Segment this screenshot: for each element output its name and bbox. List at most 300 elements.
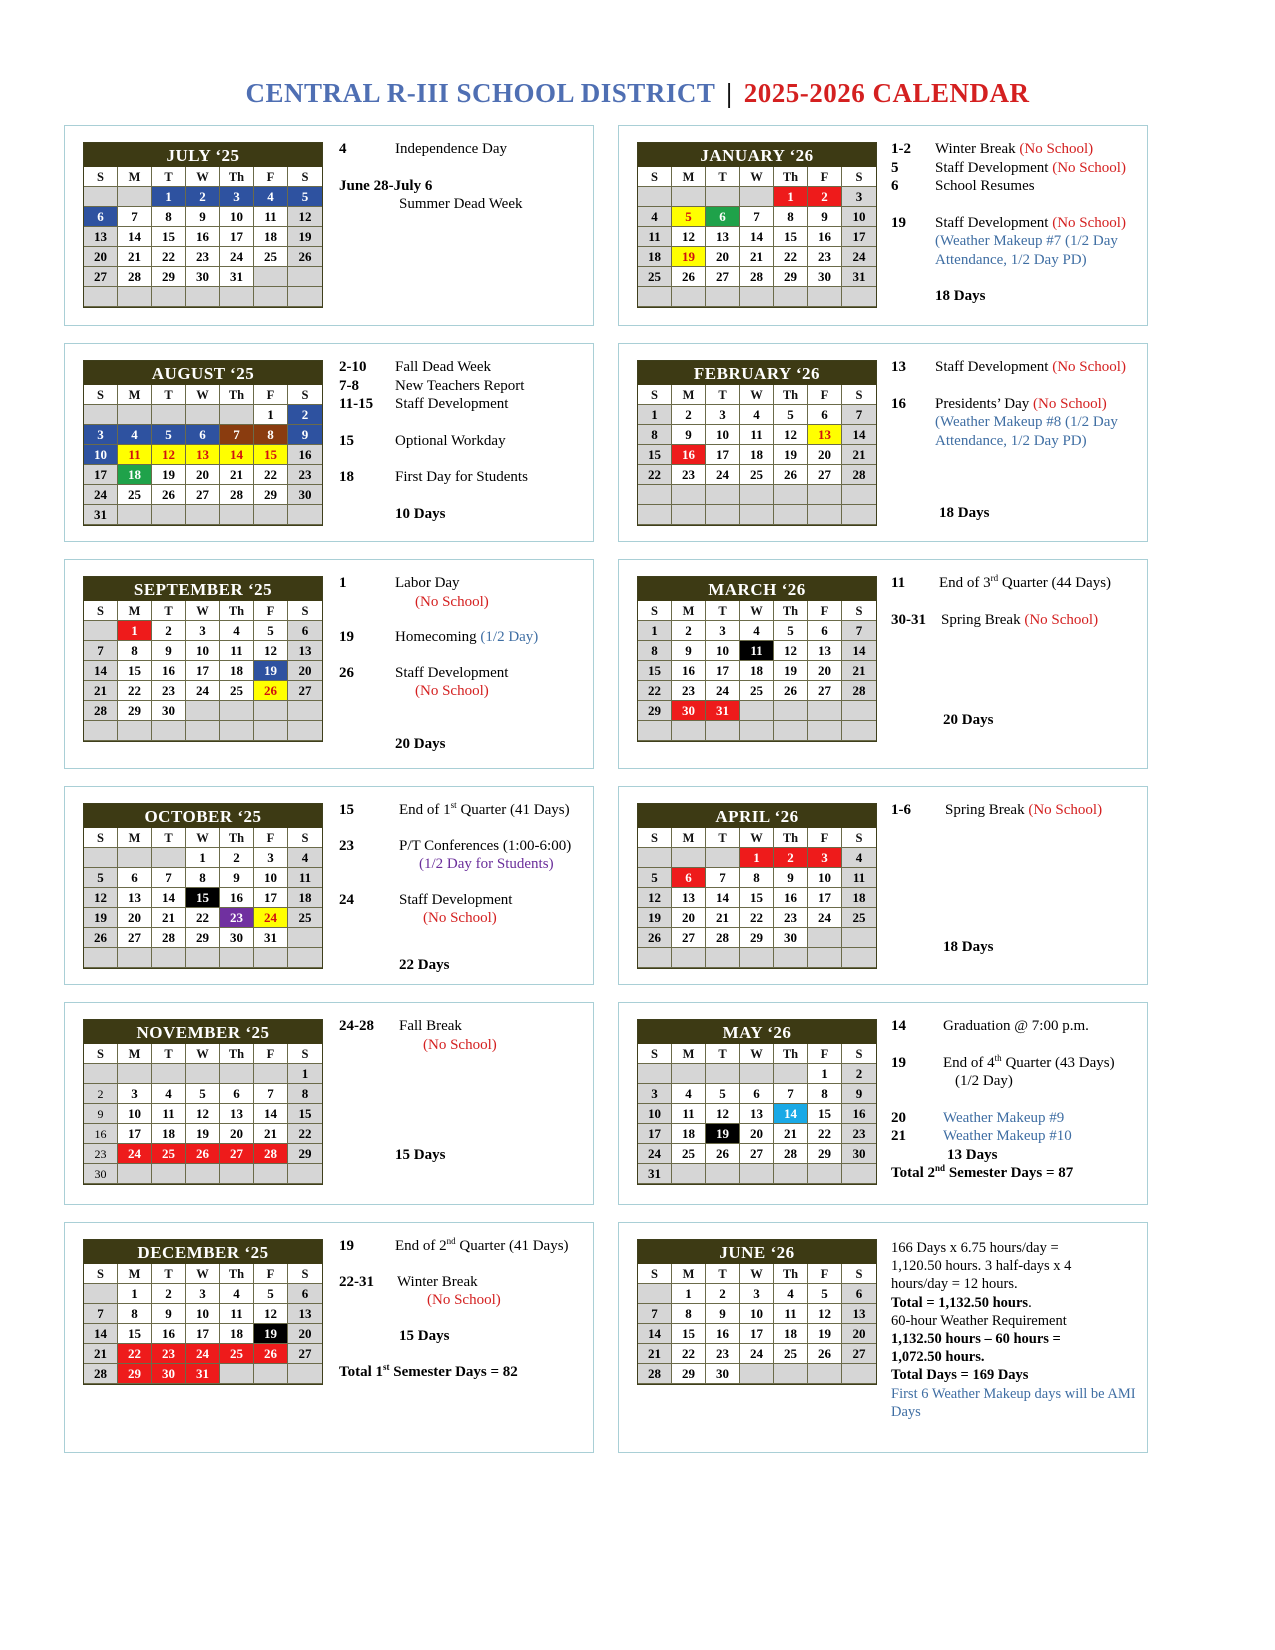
- empty-day: [672, 948, 706, 968]
- day-cell: 23: [672, 681, 706, 701]
- day-cell: 6: [808, 621, 842, 641]
- days-count: 18 Days: [935, 288, 986, 304]
- weekday-header: F: [808, 385, 842, 405]
- day-cell: 21: [706, 908, 740, 928]
- day-cell: 18: [254, 227, 288, 247]
- hours-total: Total = 1,132.50 hours.: [891, 1294, 1032, 1311]
- days-count: 10 Days: [395, 505, 446, 522]
- day-cell: 3: [220, 187, 254, 207]
- district-name: CENTRAL R-III SCHOOL DISTRICT: [245, 78, 715, 108]
- empty-day: [740, 1364, 774, 1384]
- empty-day: [84, 287, 118, 307]
- weekday-header: S: [842, 601, 876, 621]
- day-cell: 20: [84, 247, 118, 267]
- day-cell: 11: [740, 641, 774, 661]
- month-grid: [638, 1044, 876, 1184]
- weekday-header: W: [740, 385, 774, 405]
- day-cell: 5: [808, 1284, 842, 1304]
- day-cell: 3: [842, 187, 876, 207]
- day-cell: 7: [152, 868, 186, 888]
- weekday-header: W: [186, 385, 220, 405]
- day-cell: 11: [740, 425, 774, 445]
- empty-day: [254, 1364, 288, 1384]
- note: 22-31 Winter Break (No School): [339, 1273, 501, 1308]
- day-cell: 21: [84, 681, 118, 701]
- day-cell: 6: [288, 621, 322, 641]
- empty-day: [638, 1064, 672, 1084]
- day-cell: 4: [254, 187, 288, 207]
- calendar-august: [83, 360, 323, 526]
- note: 26 Staff Development (No School): [339, 664, 509, 699]
- day-cell: 30: [220, 928, 254, 948]
- empty-day: [152, 1064, 186, 1084]
- month-header: SEPTEMBER ‘25: [84, 577, 322, 601]
- weekday-header: S: [638, 828, 672, 848]
- day-cell: 8: [672, 1304, 706, 1324]
- calendar-october: [83, 803, 323, 969]
- day-cell: 21: [220, 465, 254, 485]
- day-cell: 2: [186, 187, 220, 207]
- day-cell: 17: [84, 465, 118, 485]
- day-cell: 27: [288, 681, 322, 701]
- empty-day: [254, 701, 288, 721]
- day-cell: 25: [672, 1144, 706, 1164]
- day-cell: 16: [808, 227, 842, 247]
- day-cell: 30: [152, 1364, 186, 1384]
- day-cell: 11: [672, 1104, 706, 1124]
- day-cell: 13: [842, 1304, 876, 1324]
- day-cell: 1: [118, 621, 152, 641]
- calendar-year: 2025-2026 CALENDAR: [743, 78, 1030, 108]
- empty-day: [152, 948, 186, 968]
- day-cell: 13: [706, 227, 740, 247]
- empty-day: [672, 1064, 706, 1084]
- panel-november: [64, 1002, 594, 1205]
- day-cell: 25: [152, 1144, 186, 1164]
- empty-day: [84, 721, 118, 741]
- weekday-header: M: [672, 385, 706, 405]
- day-cell: 25: [740, 465, 774, 485]
- day-cell: 18: [152, 1124, 186, 1144]
- note: 2-10 Fall Dead Week: [339, 359, 491, 375]
- empty-day: [740, 701, 774, 721]
- day-cell: 6: [186, 425, 220, 445]
- day-cell: 21: [740, 247, 774, 267]
- day-cell: 28: [84, 701, 118, 721]
- weekday-header: S: [842, 1044, 876, 1064]
- day-cell: 7: [842, 405, 876, 425]
- empty-day: [118, 848, 152, 868]
- month-grid: [638, 385, 876, 525]
- day-cell: 27: [288, 1344, 322, 1364]
- day-cell: 28: [638, 1364, 672, 1384]
- day-cell: 5: [254, 1284, 288, 1304]
- weekday-header: F: [254, 601, 288, 621]
- month-header: MAY ‘26: [638, 1020, 876, 1044]
- day-cell: 17: [842, 227, 876, 247]
- day-cell: 3: [118, 1084, 152, 1104]
- day-cell: 17: [118, 1124, 152, 1144]
- notes-october: [339, 801, 587, 974]
- day-cell: 21: [842, 445, 876, 465]
- weekday-header: Th: [774, 167, 808, 187]
- empty-day: [186, 1164, 220, 1184]
- weekday-header: Th: [774, 601, 808, 621]
- notes-march: [891, 574, 1141, 730]
- month-grid: [638, 167, 876, 307]
- note: 15 End of 1st Quarter (41 Days): [339, 800, 570, 818]
- day-cell: 15: [638, 445, 672, 465]
- weekday-header: F: [808, 167, 842, 187]
- weekday-header: S: [638, 1044, 672, 1064]
- day-cell: 31: [706, 701, 740, 721]
- day-cell: 2: [706, 1284, 740, 1304]
- note: 19 End of 4th Quarter (43 Days) (1/2 Day): [891, 1052, 1115, 1089]
- month-grid: [84, 828, 322, 968]
- day-cell: 9: [808, 207, 842, 227]
- panel-december: [64, 1222, 594, 1453]
- weekday-header: Th: [220, 601, 254, 621]
- day-cell: 24: [186, 681, 220, 701]
- weekday-header: Th: [774, 1044, 808, 1064]
- day-cell: 29: [774, 267, 808, 287]
- day-cell: 11: [774, 1304, 808, 1324]
- day-cell: 12: [152, 445, 186, 465]
- days-count: 18 Days: [939, 505, 990, 521]
- empty-day: [808, 287, 842, 307]
- day-cell: 5: [288, 187, 322, 207]
- empty-day: [740, 505, 774, 525]
- empty-day: [118, 405, 152, 425]
- empty-day: [808, 721, 842, 741]
- day-cell: 27: [808, 465, 842, 485]
- hours-line: 1,132.50 hours – 60 hours =: [891, 1331, 1061, 1348]
- day-cell: 6: [220, 1084, 254, 1104]
- note: 24-28 Fall Break (No School): [339, 1018, 497, 1053]
- day-cell: 4: [220, 1284, 254, 1304]
- note: 15 Optional Workday: [339, 432, 506, 449]
- note: June 28-July 6 Summer Dead Week: [339, 177, 523, 212]
- weekday-header: W: [186, 828, 220, 848]
- day-cell: 11: [638, 227, 672, 247]
- day-cell: 12: [638, 888, 672, 908]
- note: 11 End of 3rd Quarter (44 Days): [891, 573, 1112, 591]
- note: 18 First Day for Students: [339, 469, 528, 485]
- weekday-header: S: [288, 1264, 322, 1284]
- empty-day: [152, 848, 186, 868]
- day-cell: 5: [672, 207, 706, 227]
- calendar-june: [637, 1239, 877, 1385]
- day-cell: 19: [808, 1324, 842, 1344]
- calendar-september: [83, 576, 323, 742]
- empty-day: [638, 187, 672, 207]
- month-grid: [84, 1044, 322, 1184]
- panel-february: [618, 343, 1148, 542]
- calendar-february: [637, 360, 877, 526]
- weekday-header: S: [288, 167, 322, 187]
- notes-july: [339, 140, 587, 214]
- note: 1-2 Winter Break (No School): [891, 141, 1094, 157]
- day-cell: 20: [808, 661, 842, 681]
- panel-march: [618, 559, 1148, 769]
- notes-february: [891, 358, 1141, 523]
- days-count: 20 Days: [943, 712, 994, 728]
- day-cell: 26: [254, 1344, 288, 1364]
- empty-day: [808, 1164, 842, 1184]
- day-cell: 11: [220, 1304, 254, 1324]
- empty-day: [842, 1164, 876, 1184]
- day-cell: 30: [808, 267, 842, 287]
- day-cell: 8: [152, 207, 186, 227]
- empty-day: [152, 405, 186, 425]
- day-cell: 1: [740, 848, 774, 868]
- weekday-header: S: [84, 167, 118, 187]
- day-cell: 18: [740, 661, 774, 681]
- day-cell: 13: [288, 641, 322, 661]
- empty-day: [220, 287, 254, 307]
- day-cell: 25: [220, 1344, 254, 1364]
- empty-day: [740, 287, 774, 307]
- empty-day: [808, 505, 842, 525]
- day-cell: 10: [186, 641, 220, 661]
- empty-day: [672, 848, 706, 868]
- empty-day: [288, 1364, 322, 1384]
- note: 14 Graduation @ 7:00 p.m.: [891, 1018, 1089, 1034]
- day-cell: 19: [774, 661, 808, 681]
- day-cell: 30: [152, 701, 186, 721]
- day-cell: 16: [842, 1104, 876, 1124]
- empty-day: [740, 948, 774, 968]
- day-cell: 5: [84, 868, 118, 888]
- calendar-january: [637, 142, 877, 308]
- day-cell: 28: [706, 928, 740, 948]
- day-cell: 31: [254, 928, 288, 948]
- day-cell: 23: [152, 1344, 186, 1364]
- day-cell: 8: [118, 641, 152, 661]
- day-cell: 3: [186, 621, 220, 641]
- note: 19 Staff Development (No School) (Weather Makeup #7 (1/2 Day Attendance, 1/2 Day PD): [891, 214, 1126, 268]
- day-cell: 16: [152, 1324, 186, 1344]
- weekday-header: S: [84, 601, 118, 621]
- day-cell: 4: [774, 1284, 808, 1304]
- day-cell: 13: [186, 445, 220, 465]
- weekday-header: T: [706, 1044, 740, 1064]
- weekday-header: T: [706, 1264, 740, 1284]
- day-cell: 4: [118, 425, 152, 445]
- hours-line: 1,072.50 hours.: [891, 1349, 985, 1366]
- empty-day: [638, 848, 672, 868]
- empty-day: [254, 721, 288, 741]
- month-header: APRIL ‘26: [638, 804, 876, 828]
- day-cell: 23: [672, 465, 706, 485]
- day-cell: 3: [84, 425, 118, 445]
- weekday-header: W: [186, 601, 220, 621]
- day-cell: 16: [672, 445, 706, 465]
- day-cell: 22: [638, 465, 672, 485]
- weekday-header: S: [842, 828, 876, 848]
- day-cell: 15: [254, 445, 288, 465]
- note: 24 Staff Development (No School): [339, 891, 513, 926]
- day-cell: 16: [186, 227, 220, 247]
- day-cell: 31: [186, 1364, 220, 1384]
- day-cell: 8: [638, 425, 672, 445]
- empty-day: [842, 485, 876, 505]
- days-count: 20 Days: [395, 735, 446, 752]
- empty-day: [706, 1064, 740, 1084]
- notes-january: [891, 140, 1141, 306]
- empty-day: [706, 187, 740, 207]
- day-cell: 23: [152, 681, 186, 701]
- title-separator: |: [726, 78, 733, 108]
- day-cell: 7: [706, 868, 740, 888]
- empty-day: [84, 1284, 118, 1304]
- weekday-header: S: [638, 1264, 672, 1284]
- day-cell: 2: [842, 1064, 876, 1084]
- empty-day: [186, 1064, 220, 1084]
- day-cell: 1: [186, 848, 220, 868]
- day-cell: 7: [638, 1304, 672, 1324]
- day-cell: 24: [706, 465, 740, 485]
- empty-day: [842, 1364, 876, 1384]
- day-cell: 23: [774, 908, 808, 928]
- day-cell: 8: [186, 868, 220, 888]
- weekday-header: T: [706, 828, 740, 848]
- day-cell: 13: [672, 888, 706, 908]
- day-cell: 28: [152, 928, 186, 948]
- semester-total: Total 2nd Semester Days = 87: [891, 1163, 1074, 1181]
- empty-day: [672, 1164, 706, 1184]
- empty-day: [774, 1164, 808, 1184]
- empty-day: [152, 1164, 186, 1184]
- day-cell: 22: [638, 681, 672, 701]
- empty-day: [672, 187, 706, 207]
- note: 11-15 Staff Development: [339, 396, 509, 412]
- empty-day: [84, 621, 118, 641]
- day-cell: 8: [254, 425, 288, 445]
- day-cell: 29: [118, 701, 152, 721]
- day-cell: 8: [118, 1304, 152, 1324]
- day-cell: 10: [638, 1104, 672, 1124]
- day-cell: 31: [842, 267, 876, 287]
- note: 7-8 New Teachers Report: [339, 377, 525, 394]
- empty-day: [186, 701, 220, 721]
- page-title: [0, 78, 1275, 109]
- day-cell: 4: [740, 621, 774, 641]
- day-cell: 2: [220, 848, 254, 868]
- day-cell: 1: [808, 1064, 842, 1084]
- day-cell: 31: [638, 1164, 672, 1184]
- empty-day: [638, 505, 672, 525]
- day-cell: 29: [254, 485, 288, 505]
- empty-day: [706, 287, 740, 307]
- day-cell: 20: [808, 445, 842, 465]
- weekday-header: F: [808, 1044, 842, 1064]
- weekday-header: M: [118, 828, 152, 848]
- day-cell: 15: [774, 227, 808, 247]
- month-grid: [84, 385, 322, 525]
- day-cell: 9: [842, 1084, 876, 1104]
- weekday-header: M: [118, 601, 152, 621]
- empty-day: [706, 848, 740, 868]
- day-cell: 23: [288, 465, 322, 485]
- notes-june: [891, 1239, 1141, 1421]
- weekday-header: Th: [220, 828, 254, 848]
- day-cell: 30: [186, 267, 220, 287]
- day-cell: 22: [118, 1344, 152, 1364]
- panel-september: [64, 559, 594, 769]
- empty-day: [774, 948, 808, 968]
- day-cell: 16: [288, 445, 322, 465]
- day-cell: 28: [118, 267, 152, 287]
- day-cell: 30: [842, 1144, 876, 1164]
- day-cell: 26: [288, 247, 322, 267]
- weekday-header: F: [254, 1044, 288, 1064]
- weekday-header: M: [672, 601, 706, 621]
- weekday-header: S: [288, 1044, 322, 1064]
- day-cell: 10: [254, 868, 288, 888]
- month-header: FEBRUARY ‘26: [638, 361, 876, 385]
- empty-day: [118, 187, 152, 207]
- day-cell: 24: [118, 1144, 152, 1164]
- day-cell: 25: [638, 267, 672, 287]
- calendar-april: [637, 803, 877, 969]
- day-cell: 18: [842, 888, 876, 908]
- empty-day: [152, 287, 186, 307]
- day-cell: 12: [808, 1304, 842, 1324]
- day-cell: 12: [254, 641, 288, 661]
- day-cell: 23: [842, 1124, 876, 1144]
- day-cell: 26: [152, 485, 186, 505]
- empty-day: [638, 485, 672, 505]
- day-cell: 18: [220, 661, 254, 681]
- day-cell: 22: [774, 247, 808, 267]
- day-cell: 25: [774, 1344, 808, 1364]
- empty-day: [254, 1164, 288, 1184]
- day-cell: 25: [220, 681, 254, 701]
- day-cell: 24: [186, 1344, 220, 1364]
- day-cell: 25: [288, 908, 322, 928]
- day-cell: 13: [220, 1104, 254, 1124]
- day-cell: 29: [118, 1364, 152, 1384]
- day-cell: 7: [84, 1304, 118, 1324]
- empty-day: [638, 287, 672, 307]
- day-cell: 5: [774, 621, 808, 641]
- day-cell: 14: [740, 227, 774, 247]
- empty-day: [672, 287, 706, 307]
- weekday-header: S: [84, 1044, 118, 1064]
- day-cell: 23: [706, 1344, 740, 1364]
- notes-december: [339, 1237, 587, 1382]
- month-header: NOVEMBER ‘25: [84, 1020, 322, 1044]
- day-cell: 27: [672, 928, 706, 948]
- day-cell: 6: [740, 1084, 774, 1104]
- day-cell: 19: [152, 465, 186, 485]
- empty-day: [118, 1064, 152, 1084]
- weekday-header: F: [254, 1264, 288, 1284]
- day-cell: 30: [774, 928, 808, 948]
- weekday-header: T: [706, 167, 740, 187]
- notes-may: [891, 1017, 1141, 1183]
- empty-day: [254, 287, 288, 307]
- empty-day: [774, 1064, 808, 1084]
- days-count: 22 Days: [399, 956, 450, 973]
- empty-day: [84, 187, 118, 207]
- day-cell: 10: [740, 1304, 774, 1324]
- day-cell: 30: [288, 485, 322, 505]
- day-cell: 23: [84, 1144, 118, 1164]
- day-cell: 31: [84, 505, 118, 525]
- empty-day: [288, 267, 322, 287]
